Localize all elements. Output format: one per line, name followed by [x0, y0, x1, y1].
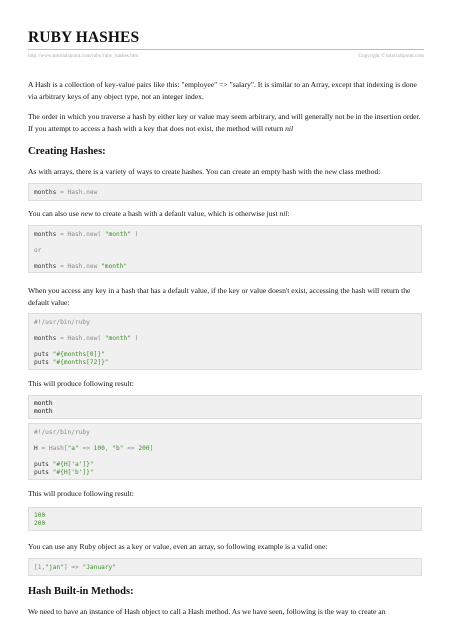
code-line: puts "#{months[72]}" — [34, 359, 109, 366]
creating-paragraph-1 — [28, 166, 424, 178]
code-line: puts "#{H['a']}" — [34, 461, 94, 468]
heading-creating-hashes: Creating Hashes: — [28, 146, 106, 157]
code-block-hash-literal — [28, 423, 422, 480]
output-line: 100 — [34, 512, 46, 519]
output-block-1 — [28, 395, 422, 419]
nil-keyword: nil — [285, 123, 294, 133]
header-copyright: Copyright © tutorialspoint.com — [358, 53, 424, 59]
output-line: month — [34, 400, 53, 407]
new-keyword: new — [324, 167, 337, 176]
header-url[interactable]: http://www.tutorialspoint.com/ruby/ruby_hashes.htm — [28, 53, 139, 59]
code-block-default-access — [28, 313, 422, 370]
code-line: or — [34, 247, 42, 254]
creating-paragraph-2: You can also use new to create a hash with a default value, which is otherwise just nil: — [28, 209, 290, 218]
output-line: month — [34, 408, 53, 415]
creating-paragraph-3: When you access any key in a hash that has a default value, if the key or value doesn't exist, accessing the hash will return the default value: — [28, 286, 411, 307]
code-line: months = Hash.new "month" — [34, 263, 128, 270]
result-label-2: This will produce following result: — [28, 489, 134, 498]
heading-hash-built-in-methods: Hash Built-in Methods: — [28, 586, 134, 597]
code-line: months = Hash.new( "month" ) — [34, 335, 139, 342]
builtin-paragraph-1: We need to have an instance of Hash object to call a Hash method. As we have seen, following is the way to create an — [28, 607, 386, 616]
intro-paragraph-2 — [28, 111, 424, 134]
code-line: months = Hash.new( "month" ) — [34, 231, 139, 238]
output-block-2 — [28, 507, 422, 531]
code-line: puts "#{H['b']}" — [34, 469, 94, 476]
code-line: puts "#{months[0]}" — [34, 351, 105, 358]
creating-p1-text-a: As with arrays, there is a variety of ways to create hashes. You can create an empty hash with the — [28, 167, 325, 176]
title-divider — [28, 49, 424, 50]
code-line: months = Hash.new — [34, 189, 98, 196]
code-line: #!/usr/bin/ruby — [34, 429, 90, 436]
intro-paragraph-1: A Hash is a collection of key-value pairs like this: "employee" => "salary". It is similar to an Array, except that indexing is done via arbitrary keys of any object type, not an integer index. — [28, 80, 417, 101]
code-line: #!/usr/bin/ruby — [34, 319, 90, 326]
code-line: [1,"jan"] => "January" — [34, 564, 116, 571]
code-line: H = Hash["a" => 100, "b" => 200] — [34, 445, 154, 452]
page-title: RUBY HASHES — [28, 29, 140, 46]
intro-paragraph-2-text: The order in which you traverse a hash by either key or value may seem arbitrary, and will generally not be in the insertion order. If you attempt to access a hash with a key that does not exist, the method will return — [28, 112, 421, 133]
result-label-1: This will produce following result: — [28, 379, 134, 388]
creating-p1-text-b: class method: — [336, 167, 381, 176]
output-line: 200 — [34, 520, 46, 527]
creating-paragraph-6: You can use any Ruby object as a key or value, even an array, so following example is a valid one: — [28, 542, 328, 551]
code-block-array-key — [28, 558, 422, 576]
code-block-default-hash — [28, 225, 422, 273]
code-block-empty-hash — [28, 183, 422, 201]
